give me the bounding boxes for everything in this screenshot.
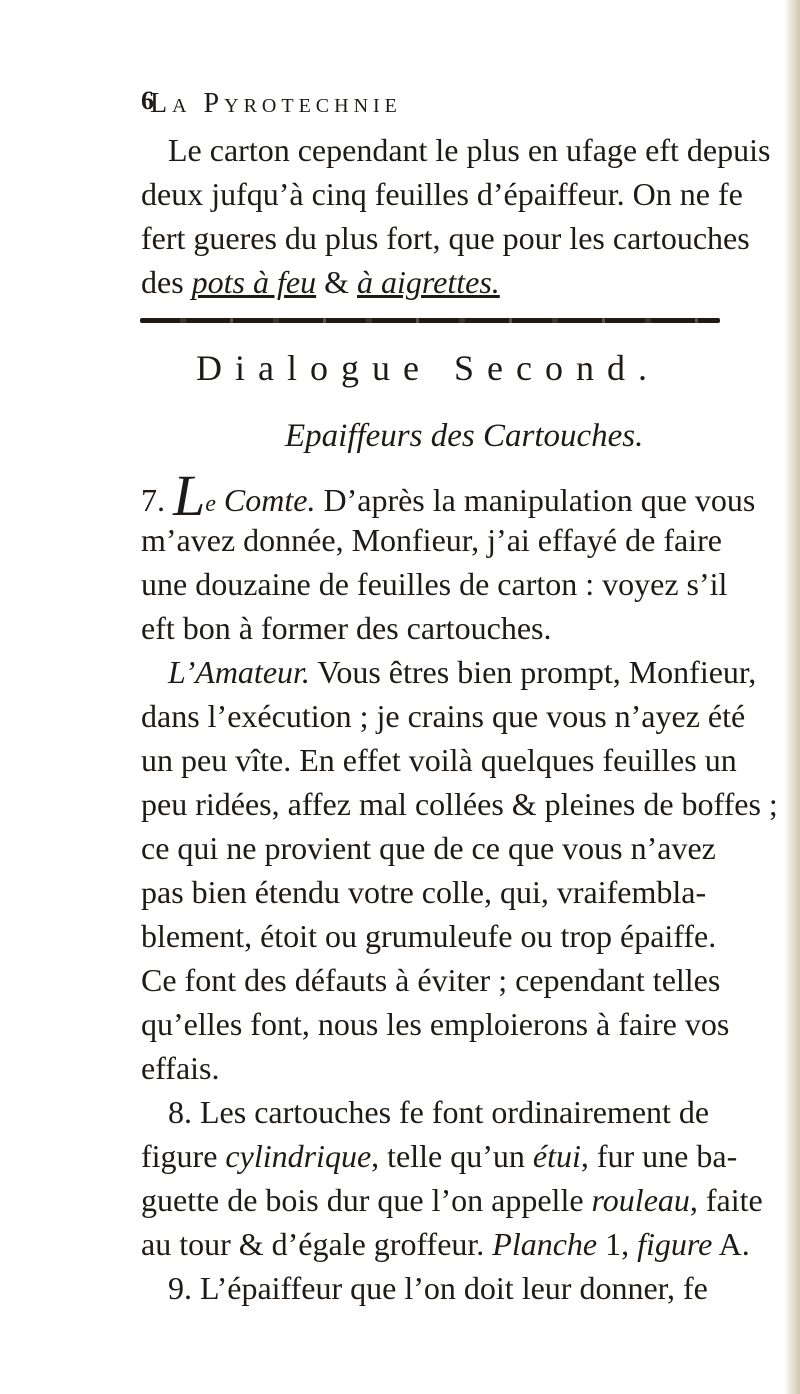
text-run: Vous êtres bien prompt, Monfieur,: [309, 654, 757, 690]
text-line: dans l’exécution ; je crains que vous n’ayez été: [141, 698, 746, 734]
paragraph-8-line: 8. Les cartouches fe font ordinairement de: [168, 1094, 710, 1130]
text-line: fert gueres du plus fort, que pour les cartouches: [141, 220, 750, 256]
paragraph-9-line: 9. L’épaiffeur que l’on doit leur donner, fe: [168, 1270, 708, 1306]
italic-term: Planche: [492, 1226, 598, 1262]
page-number: 6: [141, 86, 154, 115]
text-run: figure: [141, 1138, 226, 1174]
text-run: des: [141, 264, 192, 300]
text-line: une douzaine de feuilles de carton : voyez s’il: [141, 566, 728, 602]
italic-term: rouleau: [591, 1182, 690, 1218]
text-line: effais.: [141, 1050, 220, 1086]
text-run: &: [316, 264, 357, 300]
page-edge-shadow: [784, 0, 800, 1394]
paragraph-8-line: [141, 1224, 750, 1264]
italic-term: figure: [637, 1226, 713, 1262]
text-line: ce qui ne provient que de ce que vous n’avez: [141, 830, 716, 866]
text-run: D’après la manipulation que vous: [315, 482, 756, 518]
text-run: , telle qu’un: [371, 1138, 533, 1174]
italic-term: cylindrique: [225, 1138, 372, 1174]
speaker-name: L’Amateur.: [168, 654, 310, 690]
text-run: au tour & d’égale groffeur.: [141, 1226, 493, 1262]
speaker-name: Comte.: [223, 482, 316, 518]
text-line: pas bien étendu votre colle, qui, vraifembla-: [141, 874, 707, 910]
italic-term: pots à feu: [191, 264, 317, 300]
paragraph-8-line: [141, 1136, 737, 1176]
small-caps-rest: e: [205, 491, 216, 517]
decorative-rule: [140, 318, 720, 323]
text-line: [141, 262, 500, 302]
running-header: La Pyrotechnie: [150, 88, 402, 119]
amateur-first-line: [168, 652, 756, 692]
text-run: 1,: [597, 1226, 638, 1262]
italic-term: à aigrettes.: [356, 264, 500, 300]
text-line: m’avez donnée, Monfieur, j’ai effayé de faire: [141, 522, 722, 558]
text-line: qu’elles font, nous les emploierons à faire vos: [141, 1006, 730, 1042]
section-subtitle: Epaiffeurs des Cartouches.: [285, 418, 644, 454]
paragraph-7-first-line: [141, 463, 756, 528]
text-line: peu ridées, affez mal collées & pleines de boffes ;: [141, 786, 778, 822]
text-line: Le carton cependant le plus en ufage eft depuis: [168, 132, 771, 168]
text-run: , fur une ba-: [580, 1138, 738, 1174]
italic-term: étui: [532, 1138, 581, 1174]
text-line: Ce font des défauts à éviter ; cependant telles: [141, 962, 721, 998]
paragraph-8-line: [141, 1180, 763, 1220]
text-run: A.: [712, 1226, 750, 1262]
text-line: deux jufqu’à cinq feuilles d’épaiffeur. On ne fe: [141, 176, 743, 212]
text-line: blement, étoit ou grumuleufe ou trop épaiffe.: [141, 918, 717, 954]
text-line: un peu vîte. En effet voilà quelques feuilles un: [141, 742, 737, 778]
text-line: eft bon à former des cartouches.: [141, 610, 552, 646]
section-title: Dialogue Second.: [196, 348, 660, 388]
text-run: , faite: [689, 1182, 763, 1218]
text-run: guette de bois dur que l’on appelle: [141, 1182, 592, 1218]
drop-cap: L: [173, 463, 206, 528]
paragraph-number: 7.: [141, 482, 165, 518]
